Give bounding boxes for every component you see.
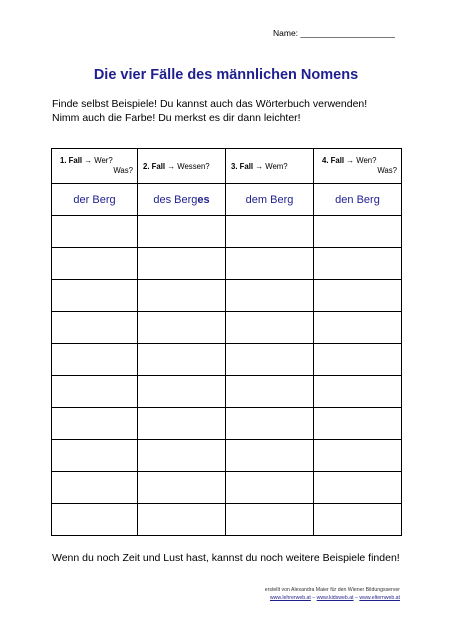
answer-cell[interactable]: [52, 248, 138, 280]
blank-row: [52, 344, 402, 376]
table-header-row: [52, 149, 402, 184]
header-case-4: 4. Fall → Wen? Was?: [314, 149, 402, 184]
answer-cell[interactable]: [314, 280, 402, 312]
answer-cell[interactable]: [138, 248, 226, 280]
blank-row: [52, 440, 402, 472]
answer-cell[interactable]: [226, 312, 314, 344]
credit-links: www.lehrerweb.at – www.kidsweb.at – www.elternweb.at: [269, 595, 400, 601]
answer-cell[interactable]: [52, 312, 138, 344]
outro-text: Wenn du noch Zeit und Lust hast, kannst du noch weitere Beispiele finden!: [52, 552, 400, 564]
answer-cell[interactable]: [138, 408, 226, 440]
answer-cell[interactable]: [226, 376, 314, 408]
header-case-2: 2. Fall → Wessen?: [138, 149, 226, 184]
answer-cell[interactable]: [138, 344, 226, 376]
answer-cell[interactable]: [314, 216, 402, 248]
answer-cell[interactable]: [52, 472, 138, 504]
credit: [200, 586, 400, 602]
link-lehrerweb[interactable]: www.lehrerweb.at: [269, 595, 311, 601]
answer-cell[interactable]: [314, 440, 402, 472]
answer-cell[interactable]: [138, 504, 226, 536]
example-row: [52, 184, 402, 216]
answer-cell[interactable]: [138, 440, 226, 472]
answer-cell[interactable]: [226, 344, 314, 376]
blank-row: [52, 376, 402, 408]
blank-rows: [52, 216, 402, 536]
instructions: [52, 97, 412, 125]
answer-cell[interactable]: [314, 344, 402, 376]
link-elternweb[interactable]: www.elternweb.at: [359, 595, 400, 601]
answer-cell[interactable]: [314, 376, 402, 408]
blank-row: [52, 312, 402, 344]
answer-cell[interactable]: [52, 440, 138, 472]
answer-cell[interactable]: [52, 280, 138, 312]
answer-cell[interactable]: [226, 216, 314, 248]
blank-row: [52, 280, 402, 312]
answer-cell[interactable]: [52, 216, 138, 248]
answer-cell[interactable]: [226, 408, 314, 440]
blank-row: [52, 504, 402, 536]
example-case-4: den Berg: [314, 184, 402, 216]
example-case-1: der Berg: [52, 184, 138, 216]
answer-cell[interactable]: [52, 344, 138, 376]
answer-cell[interactable]: [52, 504, 138, 536]
answer-cell[interactable]: [52, 408, 138, 440]
answer-cell[interactable]: [314, 408, 402, 440]
answer-cell[interactable]: [52, 376, 138, 408]
blank-row: [52, 472, 402, 504]
answer-cell[interactable]: [226, 472, 314, 504]
answer-cell[interactable]: [314, 504, 402, 536]
header-case-3: 3. Fall → Wem?: [226, 149, 314, 184]
answer-cell[interactable]: [138, 376, 226, 408]
answer-cell[interactable]: [314, 248, 402, 280]
answer-cell[interactable]: [226, 280, 314, 312]
header-case-1: 1. Fall → Wer? Was?: [52, 149, 138, 184]
answer-cell[interactable]: [138, 312, 226, 344]
answer-cell[interactable]: [226, 504, 314, 536]
answer-cell[interactable]: [314, 312, 402, 344]
answer-cell[interactable]: [226, 248, 314, 280]
blank-row: [52, 408, 402, 440]
instructions-line-1: Finde selbst Beispiele! Du kannst auch das Wörterbuch verwenden!: [52, 98, 368, 110]
example-case-3: dem Berg: [226, 184, 314, 216]
blank-row: [52, 216, 402, 248]
name-field-label: Name: ____________________: [273, 28, 395, 38]
answer-cell[interactable]: [138, 472, 226, 504]
cases-table: [51, 148, 402, 536]
answer-cell[interactable]: [138, 280, 226, 312]
blank-row: [52, 248, 402, 280]
page-title: Die vier Fälle des männlichen Nomens: [93, 67, 359, 83]
link-kidsweb[interactable]: www.kidsweb.at: [316, 595, 354, 601]
credit-author: erstellt von Alexandra Maier für den Wiener Bildungsserver: [264, 587, 400, 593]
answer-cell[interactable]: [226, 440, 314, 472]
answer-cell[interactable]: [138, 216, 226, 248]
genitive-ending: es: [197, 193, 210, 206]
example-case-2: des Berges: [138, 184, 226, 216]
instructions-line-2: Nimm auch die Farbe! Du merkst es dir dann leichter!: [52, 112, 301, 124]
answer-cell[interactable]: [314, 472, 402, 504]
